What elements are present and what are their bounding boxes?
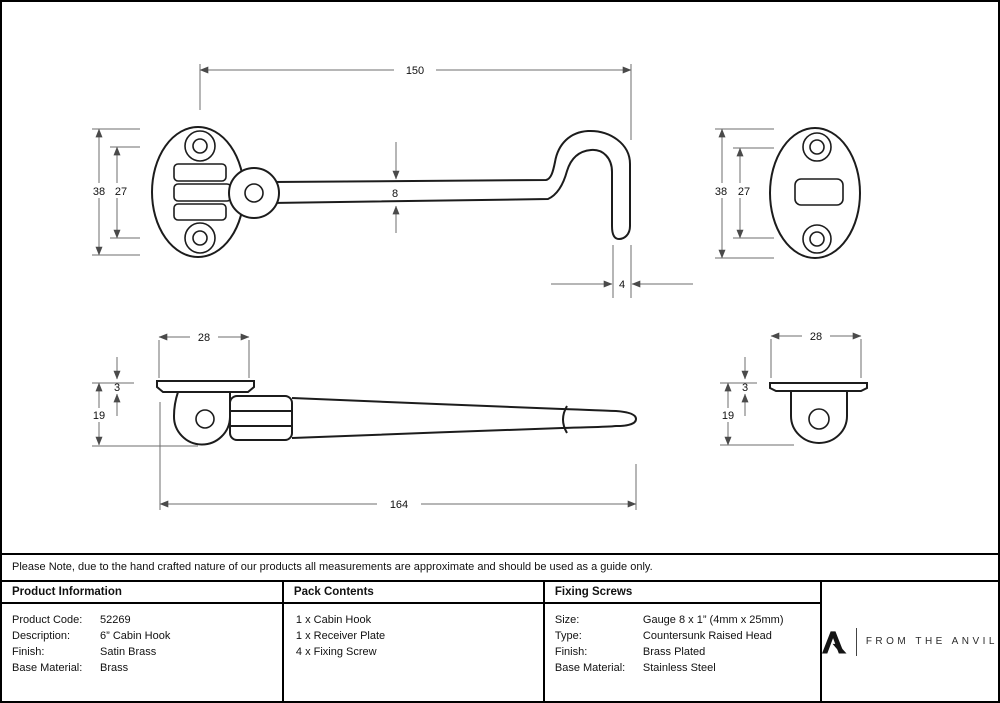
row-label: Type: <box>554 630 582 642</box>
receiver-plate-side-view <box>770 383 867 443</box>
hinge-knuckle-middle <box>174 184 231 201</box>
logo-divider <box>856 628 857 656</box>
dim-receiver-side-thickness: 3 <box>741 382 749 394</box>
receiver-plate-front-view <box>770 128 860 258</box>
dims-receiver-front <box>709 129 774 258</box>
row-value: Brass <box>100 662 129 674</box>
dim-receiver-hole-centres: 27 <box>737 186 751 198</box>
receiver-screw-hole-bottom-inner <box>810 232 824 246</box>
row-value: 52269 <box>100 614 131 626</box>
row-value: Brass Plated <box>642 646 706 658</box>
fixing-screws-header: Fixing Screws <box>545 582 820 604</box>
dim-receiver-side-plate-width: 28 <box>809 331 823 343</box>
brand-name: FROM THE ANVIL <box>865 636 998 647</box>
row-label: Base Material: <box>12 662 83 674</box>
receiver-slot <box>795 179 843 205</box>
row-value: Satin Brass <box>100 646 157 658</box>
brand-cell <box>822 582 998 701</box>
list-item: 1 x Cabin Hook <box>295 614 372 626</box>
row-label: Product Code: <box>12 614 83 626</box>
anvil-logo-icon <box>822 630 847 654</box>
title-block <box>2 553 998 701</box>
table-row <box>12 628 282 644</box>
technical-drawing <box>2 2 1000 553</box>
dim-plate-height: 38 <box>92 186 106 198</box>
pack-contents-header: Pack Contents <box>284 582 543 604</box>
receiver-side-hole <box>809 409 829 429</box>
pack-contents-table <box>284 582 545 701</box>
list-item: 1 x Receiver Plate <box>295 630 386 642</box>
product-information-table <box>2 582 284 701</box>
row-value: Stainless Steel <box>642 662 716 674</box>
cabin-hook-side-view <box>157 381 636 445</box>
fixing-screws-table <box>545 582 822 701</box>
row-value: Countersunk Raised Head <box>642 630 772 642</box>
receiver-screw-hole-top-inner <box>810 140 824 154</box>
brand-logo <box>822 628 998 656</box>
hinge-knuckle-top <box>174 164 226 181</box>
table-row <box>555 660 820 676</box>
pivot-hole <box>245 184 263 202</box>
dim-receiver-plate-height: 38 <box>714 186 728 198</box>
table-row <box>12 644 282 660</box>
row-value: Gauge 8 x 1” (4mm x 25mm) <box>642 614 784 626</box>
table-row <box>555 644 820 660</box>
dims-side-view <box>89 330 636 511</box>
dim-side-overall-length: 164 <box>389 499 409 511</box>
dim-hole-centres: 27 <box>114 186 128 198</box>
dim-side-plate-width: 28 <box>197 332 211 344</box>
spec-tables <box>2 582 998 701</box>
hook-arm-outline <box>272 131 630 239</box>
product-information-header: Product Information <box>2 582 282 604</box>
screw-hole-bottom-inner <box>193 231 207 245</box>
receiver-side-plate <box>770 383 867 391</box>
row-label: Finish: <box>554 646 588 658</box>
screw-hole-top-inner <box>193 139 207 153</box>
table-row <box>12 660 282 676</box>
table-row <box>555 628 820 644</box>
hinge-knuckle-bottom <box>174 204 226 220</box>
side-tapered-arm <box>292 398 636 438</box>
side-rod-through-slot <box>230 411 292 426</box>
row-label: Description: <box>12 630 71 642</box>
side-plate <box>157 381 254 392</box>
dim-side-projection: 19 <box>92 410 106 422</box>
row-label: Finish: <box>12 646 45 658</box>
row-label: Size: <box>554 614 580 626</box>
table-row <box>12 612 282 628</box>
list-item: 4 x Fixing Screw <box>295 646 377 658</box>
measurement-note: Please Note, due to the hand crafted nature of our products all measurements are approximate and should be used as a guide only. <box>2 555 998 582</box>
side-pivot-hole <box>196 410 214 428</box>
row-value: 6” Cabin Hook <box>100 630 171 642</box>
table-row <box>555 612 820 628</box>
dim-side-plate-thickness: 3 <box>113 382 121 394</box>
dim-hook-tip: 4 <box>618 279 626 291</box>
dim-receiver-side-projection: 19 <box>721 410 735 422</box>
dim-rod-thickness: 8 <box>391 188 399 200</box>
row-label: Base Material: <box>554 662 626 674</box>
dim-overall-length: 150 <box>405 65 425 77</box>
